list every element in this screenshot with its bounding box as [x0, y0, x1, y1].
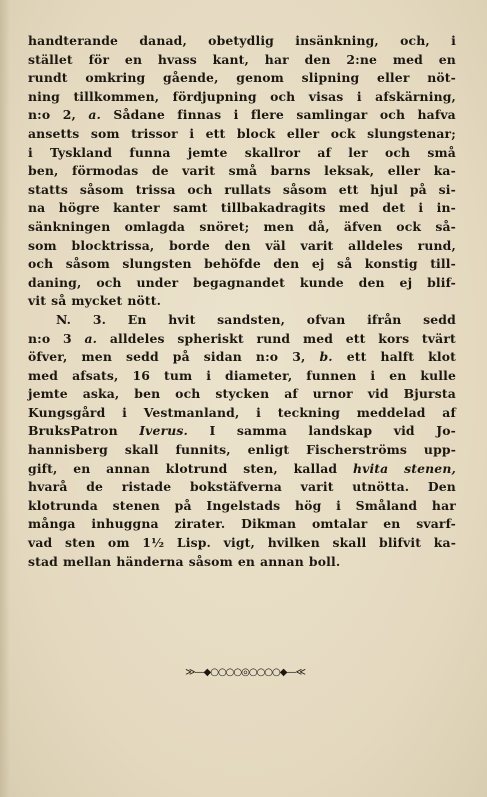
- word: BruksPatron: [28, 423, 118, 439]
- word: danad,: [139, 33, 187, 48]
- word: behöfde: [204, 256, 261, 272]
- word: i: [189, 125, 195, 141]
- word: kulle: [420, 367, 456, 383]
- word: sten: [65, 535, 96, 551]
- word: och: [28, 256, 54, 272]
- word: ett: [205, 125, 226, 141]
- word: Vestmanland,: [143, 404, 240, 420]
- word: nött.: [127, 293, 162, 309]
- word: b.: [319, 349, 333, 365]
- word: kanter: [113, 200, 160, 216]
- word: Jo-: [436, 423, 456, 439]
- word: sten,: [243, 460, 278, 476]
- word: svarf-: [416, 516, 456, 532]
- word: hvita: [352, 460, 389, 476]
- word: i: [370, 367, 376, 383]
- word: stenen,: [404, 460, 456, 476]
- word: barns: [270, 163, 311, 179]
- text-line: [28, 348, 456, 367]
- word: trissor: [131, 125, 178, 141]
- word: afskärning,: [375, 88, 456, 104]
- word: ock: [396, 218, 422, 234]
- word: stenen: [112, 497, 160, 513]
- word: klot: [428, 349, 456, 365]
- word: Tyskland: [50, 144, 113, 160]
- word: ifrån: [367, 311, 402, 327]
- word: såsom: [282, 181, 327, 197]
- word: äfven: [343, 218, 383, 234]
- word: såsom: [79, 181, 124, 197]
- word: slungstenar;: [367, 125, 456, 141]
- word: sandsten,: [217, 311, 286, 327]
- word: Kungsgård: [28, 404, 106, 420]
- word: af: [317, 144, 332, 160]
- word: mellan: [63, 553, 112, 569]
- word: hvilken: [267, 535, 320, 551]
- word: förmodas: [71, 163, 139, 179]
- text-line: [28, 553, 456, 572]
- word: 3.: [92, 311, 107, 327]
- word: hvarå: [28, 479, 68, 495]
- text-line: [28, 460, 456, 479]
- paragraph-1: [28, 32, 456, 311]
- word: många: [28, 516, 76, 532]
- text-line: [28, 255, 456, 274]
- word: konstig: [364, 256, 418, 272]
- word: alldeles: [109, 330, 165, 346]
- word: in-: [436, 200, 456, 216]
- word: ben: [134, 386, 161, 402]
- word: blocktrissa,: [71, 237, 155, 253]
- word: finnas: [177, 107, 222, 123]
- word: då,: [308, 218, 330, 234]
- text-line: [28, 106, 456, 125]
- word: upp-: [423, 442, 456, 458]
- word: klotrund: [165, 460, 228, 476]
- word: en: [389, 367, 407, 383]
- word: och: [187, 181, 213, 197]
- word: n:o: [255, 349, 279, 365]
- word: gift,: [28, 460, 58, 476]
- text-line: [28, 311, 456, 330]
- word: så-: [435, 218, 456, 234]
- word: Lisp.: [176, 535, 211, 551]
- word: enligt: [247, 442, 290, 458]
- word: eller: [377, 70, 410, 86]
- word: slipning: [301, 70, 360, 86]
- word: 1½: [142, 535, 165, 551]
- word: afsats,: [72, 367, 119, 383]
- word: men: [263, 218, 294, 234]
- word: i: [28, 144, 33, 160]
- word: samma: [236, 423, 287, 439]
- word: samt: [173, 200, 208, 216]
- word: med: [28, 367, 59, 383]
- word: hannisberg: [28, 442, 108, 458]
- word: den: [224, 237, 251, 253]
- word: snöret;: [199, 218, 250, 234]
- word: af: [284, 386, 298, 402]
- word: sedd: [423, 311, 456, 327]
- word: ning: [28, 88, 60, 104]
- word: landskap: [308, 423, 373, 439]
- word: med: [392, 51, 423, 67]
- word: omlagda: [124, 218, 186, 234]
- word: 3: [63, 330, 72, 346]
- word: har: [431, 497, 456, 513]
- word: jemte: [28, 386, 68, 402]
- word: urnor: [312, 386, 353, 402]
- word: Bjursta: [403, 386, 456, 402]
- word: så: [51, 293, 67, 309]
- text-line: [28, 237, 456, 256]
- text-line: [28, 478, 456, 497]
- word: funna: [129, 144, 171, 160]
- word: ett: [345, 330, 366, 346]
- word: statts: [28, 181, 69, 197]
- word: vit: [28, 293, 47, 309]
- word: bokstäfverna: [189, 479, 282, 495]
- word: blifvit: [379, 535, 422, 551]
- word: stycken: [215, 386, 270, 402]
- word: högre: [58, 200, 100, 216]
- word: vid: [393, 423, 415, 439]
- word: som: [90, 125, 120, 141]
- word: varit: [300, 237, 334, 253]
- text-line: [28, 181, 456, 200]
- word: det: [382, 200, 406, 216]
- text-line: [28, 51, 456, 70]
- text-line: [28, 497, 456, 516]
- word: en: [124, 51, 143, 67]
- word: de: [151, 163, 169, 179]
- word: såsom: [65, 256, 110, 272]
- word: genom: [236, 70, 284, 86]
- word: handterande: [28, 33, 119, 48]
- word: begagnandet: [193, 274, 286, 290]
- word: tillkommen,: [73, 88, 160, 104]
- word: hvass: [157, 51, 197, 67]
- word: vigt,: [223, 535, 256, 551]
- word: en: [438, 51, 456, 67]
- word: i: [336, 497, 341, 513]
- word: en: [237, 553, 256, 569]
- word: Småland: [355, 497, 418, 513]
- word: en: [73, 460, 91, 476]
- word: 2:ne: [346, 51, 378, 67]
- word: små: [228, 163, 258, 179]
- word: halft: [380, 349, 415, 365]
- word: rund: [256, 330, 291, 346]
- text-line: [28, 422, 456, 441]
- word: N.: [56, 311, 72, 327]
- word: diameter,: [225, 367, 293, 383]
- word: och: [96, 274, 122, 290]
- word: skall: [124, 442, 159, 458]
- word: sänkningen: [28, 218, 111, 234]
- word: kors: [378, 330, 410, 346]
- word: hafva: [417, 107, 456, 123]
- word: Sådane: [113, 107, 165, 123]
- word: rundt: [28, 70, 68, 86]
- word: sidan: [203, 349, 242, 365]
- word: utnötta.: [352, 479, 410, 495]
- word: varit: [300, 479, 334, 495]
- word: funnits,: [175, 442, 231, 458]
- word: tum: [163, 367, 193, 383]
- word: spheriskt: [177, 330, 244, 346]
- word: och: [384, 144, 411, 160]
- word: ej: [399, 274, 413, 290]
- word: små: [427, 144, 456, 160]
- word: omkring: [85, 70, 146, 86]
- word: Ingelstads: [206, 497, 281, 513]
- word: 16: [132, 367, 150, 383]
- word: en: [383, 516, 401, 532]
- word: i: [233, 107, 239, 123]
- word: har: [264, 51, 289, 67]
- word: zirater.: [174, 516, 226, 532]
- text-line: [28, 88, 456, 107]
- text-line: [28, 218, 456, 237]
- word: ofvan: [306, 311, 346, 327]
- word: a.: [84, 330, 98, 346]
- word: med: [338, 200, 370, 216]
- word: gående,: [163, 70, 219, 86]
- word: Dikman: [241, 516, 297, 532]
- text-line: [28, 274, 456, 293]
- text-line: [28, 292, 456, 311]
- word: den: [358, 274, 385, 290]
- word: samlingar: [296, 107, 368, 123]
- word: hög: [295, 497, 322, 513]
- word: rullats: [224, 181, 272, 197]
- word: hvit: [168, 311, 196, 327]
- word: ka-: [433, 535, 456, 551]
- word: stad: [28, 553, 58, 569]
- word: boll.: [308, 553, 341, 569]
- text-line: [28, 404, 456, 423]
- word: mycket: [71, 293, 123, 309]
- word: om: [107, 535, 130, 551]
- word: annan: [260, 553, 304, 569]
- word: na: [28, 200, 46, 216]
- word: visas: [308, 88, 344, 104]
- decorative-rule: ≫—◆○○○○◎○○○○◆—≪: [185, 666, 305, 678]
- word: blif-: [427, 274, 456, 290]
- word: till-: [430, 256, 456, 272]
- word: så: [336, 256, 353, 272]
- text-line: [28, 32, 456, 51]
- word: ansetts: [28, 125, 80, 141]
- word: funnen: [306, 367, 357, 383]
- word: borde: [169, 237, 210, 253]
- word: a.: [88, 107, 101, 123]
- word: i: [451, 33, 456, 48]
- word: skallror: [244, 144, 301, 160]
- body-text: [28, 32, 456, 571]
- word: ristade: [121, 479, 172, 495]
- word: jemte: [187, 144, 228, 160]
- word: insänkning,: [295, 33, 379, 48]
- word: händerna: [116, 553, 184, 569]
- word: stället: [28, 51, 73, 67]
- word: vad: [28, 535, 53, 551]
- word: kunde: [299, 274, 344, 290]
- word: på: [174, 497, 192, 513]
- word: och: [379, 107, 406, 123]
- word: vid: [367, 386, 389, 402]
- word: teckning: [277, 404, 341, 420]
- word: och: [270, 88, 296, 104]
- word: meddelad: [356, 404, 426, 420]
- word: ock: [330, 125, 356, 141]
- text-line: [28, 330, 456, 349]
- word: eller: [286, 125, 320, 141]
- page-gutter-shadow: [0, 0, 10, 797]
- word: på: [172, 349, 190, 365]
- text-line: [28, 441, 456, 460]
- word: omtalar: [312, 516, 368, 532]
- word: Den: [427, 479, 456, 495]
- word: n:o: [28, 107, 51, 123]
- word: rund,: [417, 237, 456, 253]
- word: alldeles: [348, 237, 403, 253]
- text-line: [28, 385, 456, 404]
- word: hjul: [370, 181, 399, 197]
- word: flere: [250, 107, 284, 123]
- word: den: [273, 256, 300, 272]
- word: I: [209, 423, 216, 439]
- text-line: [28, 144, 456, 163]
- word: obetydlig: [208, 33, 274, 48]
- word: af: [442, 404, 456, 420]
- word: den: [304, 51, 331, 67]
- word: ben,: [28, 163, 59, 179]
- word: En: [127, 311, 147, 327]
- text-line: [28, 69, 456, 88]
- word: 3,: [292, 349, 306, 365]
- word: aska,: [82, 386, 120, 402]
- word: under: [136, 274, 179, 290]
- word: leksak,: [324, 163, 375, 179]
- word: på: [409, 181, 427, 197]
- word: som: [28, 237, 57, 253]
- word: Iverus.: [139, 423, 188, 439]
- word: klotrunda: [28, 497, 98, 513]
- text-line: [28, 515, 456, 534]
- word: ett: [346, 349, 367, 365]
- paragraph-2: [28, 311, 456, 571]
- word: kant,: [212, 51, 250, 67]
- word: i: [206, 367, 212, 383]
- word: annan: [106, 460, 151, 476]
- word: de: [86, 479, 104, 495]
- word: väl: [265, 237, 286, 253]
- word: såsom: [188, 553, 233, 569]
- word: nöt-: [427, 70, 456, 86]
- text-line: [28, 534, 456, 553]
- word: inhuggna: [91, 516, 159, 532]
- word: för: [88, 51, 110, 67]
- text-line: [28, 199, 456, 218]
- word: block: [236, 125, 276, 141]
- word: ej: [311, 256, 325, 272]
- word: eller: [387, 163, 421, 179]
- word: si-: [438, 181, 456, 197]
- word: n:o: [28, 330, 51, 346]
- word: och,: [400, 33, 430, 48]
- word: skall: [332, 535, 367, 551]
- word: i: [122, 404, 127, 420]
- word: Fischerströms: [306, 442, 408, 458]
- word: 2,: [62, 107, 76, 123]
- word: i: [256, 404, 261, 420]
- word: kallad: [293, 460, 338, 476]
- word: öfver,: [28, 349, 68, 365]
- word: ka-: [433, 163, 456, 179]
- word: fördjupning: [172, 88, 257, 104]
- word: trissa: [135, 181, 176, 197]
- word: och: [175, 386, 201, 402]
- word: ler: [348, 144, 368, 160]
- word: ett: [338, 181, 359, 197]
- text-line: [28, 367, 456, 386]
- text-line: [28, 162, 456, 181]
- word: slungsten: [122, 256, 192, 272]
- word: i: [356, 88, 362, 104]
- word: varit: [182, 163, 216, 179]
- word: sedd: [125, 349, 159, 365]
- word: i: [418, 200, 424, 216]
- text-line: [28, 125, 456, 144]
- word: tillbakadragits: [220, 200, 326, 216]
- word: men: [81, 349, 112, 365]
- word: med: [302, 330, 334, 346]
- word: tvärt: [421, 330, 456, 346]
- word: daning,: [28, 274, 82, 290]
